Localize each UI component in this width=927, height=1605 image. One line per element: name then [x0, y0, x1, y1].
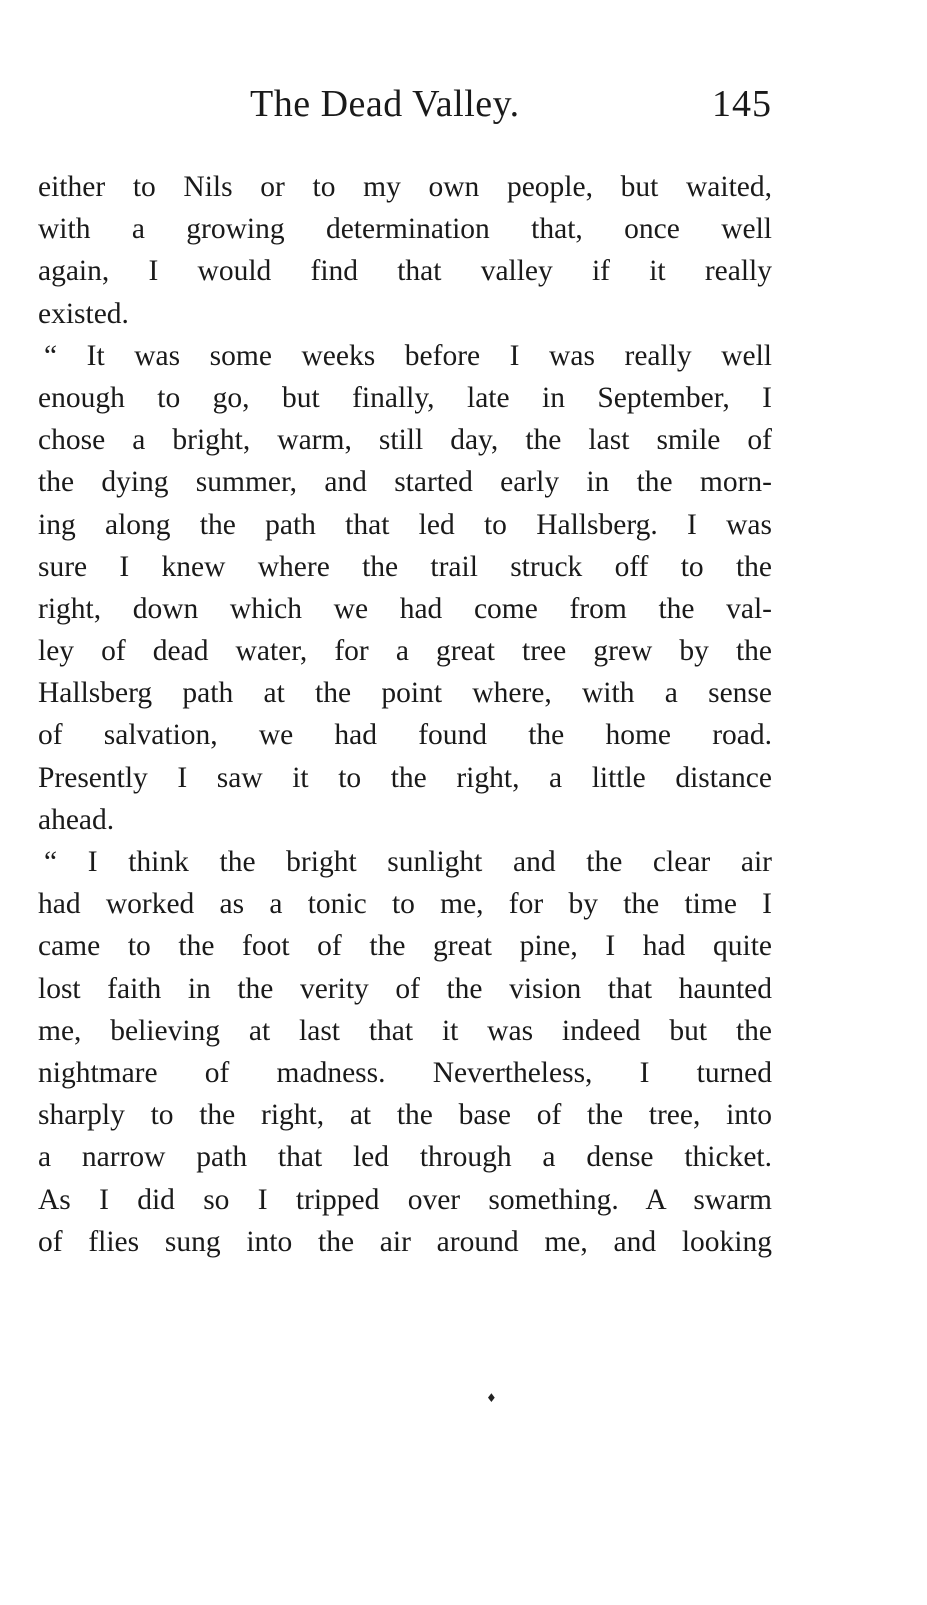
text-line: had worked as a tonic to me, for by the time I — [38, 888, 772, 921]
text-line: of salvation, we had found the home road. — [38, 719, 772, 752]
text-line: sure I knew where the trail struck off to the — [38, 550, 772, 583]
text-line: ahead. — [38, 803, 115, 836]
text-line: ing along the path that led to Hallsberg. I was — [38, 508, 772, 541]
text-line: a narrow path that led through a dense thicket. — [38, 1141, 772, 1174]
text-line: Hallsberg path at the point where, with a sense — [38, 677, 772, 710]
text-line: me, believing at last that it was indeed but the — [38, 1014, 772, 1047]
text-line: again, I would find that valley if it really — [38, 255, 772, 288]
text-line: sharply to the right, at the base of the tree, into — [38, 1099, 772, 1132]
text-line: the dying summer, and started early in the morn- — [38, 466, 772, 499]
text-line: either to Nils or to my own people, but waited, — [38, 171, 772, 203]
text-line: Presently I saw it to the right, a little distance — [38, 761, 772, 794]
text-line: with a growing determination that, once well — [38, 213, 772, 246]
text-line: chose a bright, warm, still day, the last smile of — [38, 424, 772, 457]
body-text — [38, 166, 772, 1263]
text-line: “ I think the bright sunlight and the clear air — [44, 846, 772, 878]
text-line: came to the foot of the great pine, I had quite — [38, 930, 772, 963]
text-line: enough to go, but finally, late in September, I — [38, 381, 772, 414]
text-line: right, down which we had come from the val- — [38, 592, 772, 625]
text-line: nightmare of madness. Nevertheless, I turned — [38, 1056, 772, 1089]
text-line: existed. — [38, 297, 129, 330]
running-title: The Dead Valley. — [250, 83, 520, 125]
running-head — [38, 82, 772, 132]
text-line: ley of dead water, for a great tree grew by the — [38, 635, 772, 668]
text-line: “ It was some weeks before I was really well — [44, 339, 772, 372]
text-line: As I did so I tripped over something. A swarm — [38, 1183, 772, 1216]
text-line: lost faith in the verity of the vision that haunted — [38, 972, 772, 1005]
text-line: of flies sung into the air around me, and looking — [38, 1225, 772, 1258]
page-number: 145 — [712, 83, 772, 125]
ornament-mark: ♦ — [486, 1391, 497, 1405]
